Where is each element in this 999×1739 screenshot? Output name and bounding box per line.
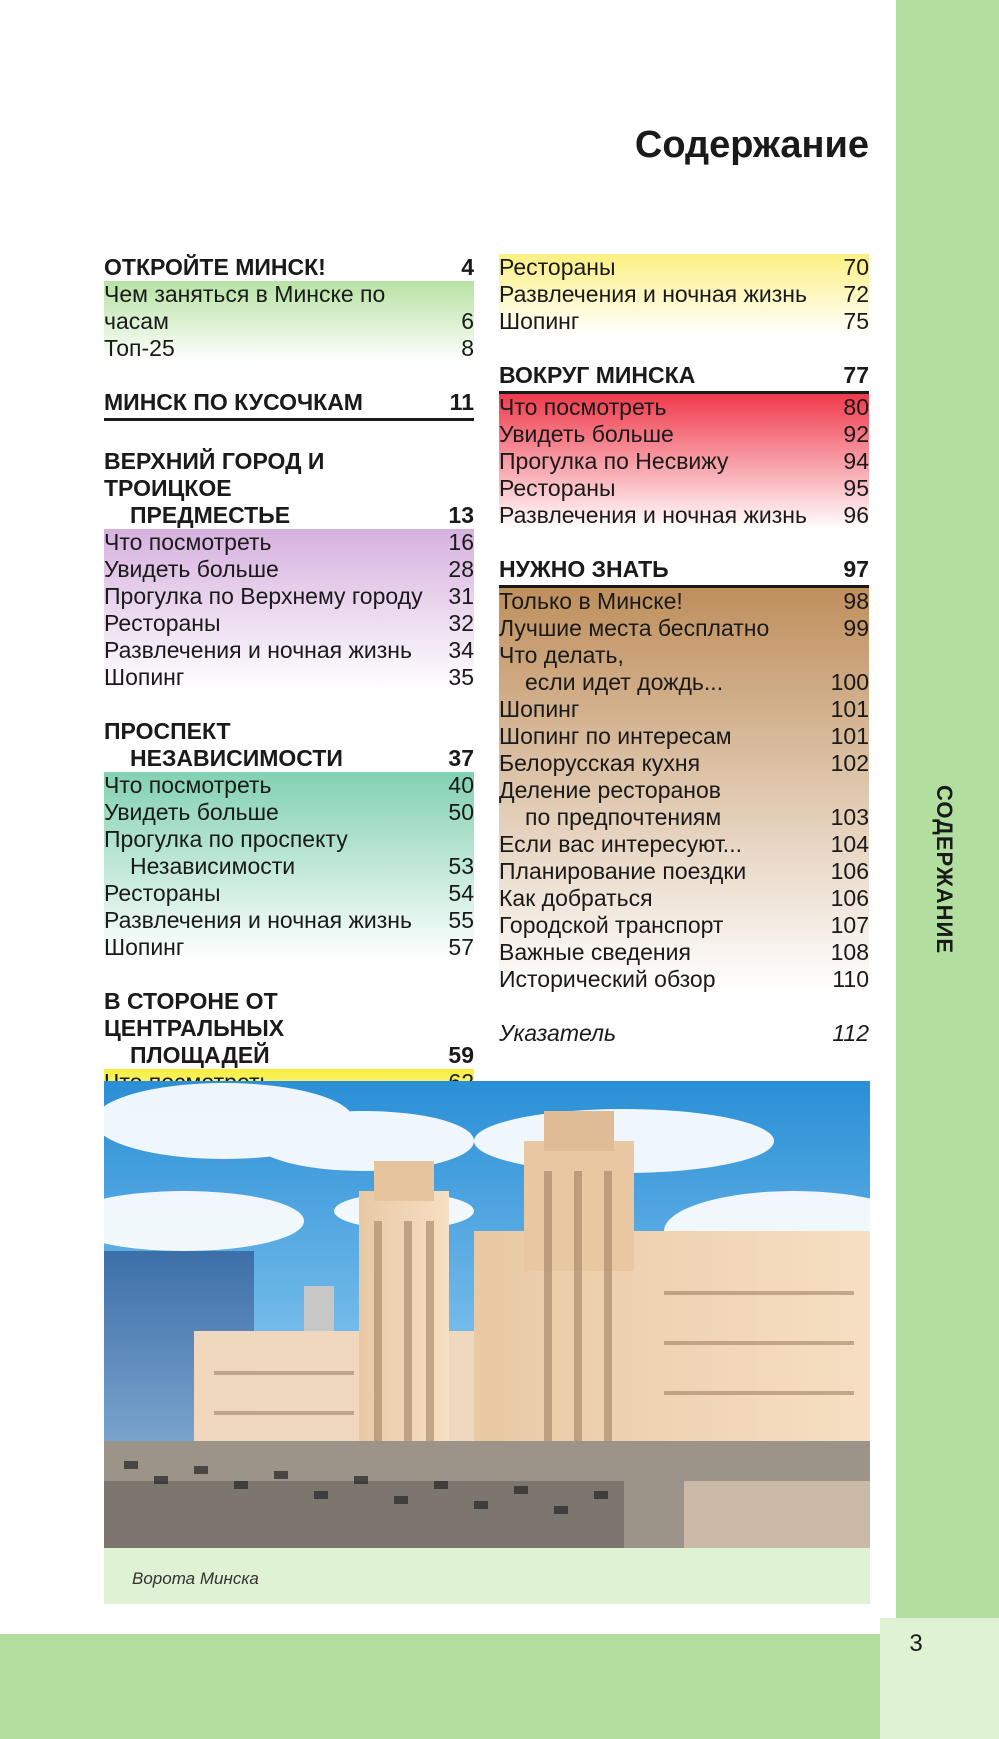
toc-entry[interactable]	[104, 772, 474, 799]
photo-minsk-gates	[104, 1081, 870, 1548]
page-number: 3	[909, 1630, 923, 1657]
entry-line: Рестораны	[104, 610, 221, 636]
toc-entry-title	[104, 934, 184, 961]
toc-entry-page-number: 31	[448, 583, 474, 609]
section-gap	[104, 691, 474, 718]
toc-entry-page-number: 92	[843, 421, 869, 447]
toc-entry[interactable]	[499, 588, 869, 615]
heading-line: ПРЕДМЕСТЬЕ	[130, 502, 291, 528]
toc-entry-page-number: 80	[843, 394, 869, 420]
section-page-number: 37	[448, 745, 474, 771]
entry-line: Что посмотреть	[104, 772, 272, 798]
toc-entry-page-number: 104	[830, 831, 869, 857]
section-heading[interactable]	[104, 254, 474, 281]
toc-entry-title	[499, 588, 683, 615]
section-gap	[499, 993, 869, 1020]
entry-line: Шопинг	[499, 696, 580, 722]
entry-line: Городской транспорт	[499, 912, 724, 938]
toc-entry-title	[104, 664, 184, 691]
toc-entry[interactable]	[499, 642, 869, 696]
section-page-number: 11	[449, 389, 474, 415]
toc-entry-title	[499, 615, 769, 642]
toc-section	[499, 1020, 869, 1047]
toc-entry[interactable]	[104, 664, 474, 691]
entry-line: Важные сведения	[499, 939, 691, 965]
entry-line: Лучшие места бесплатно	[499, 615, 770, 641]
section-heading[interactable]	[104, 988, 474, 1069]
toc-entry[interactable]	[499, 1020, 869, 1047]
entry-line: Шопинг	[104, 664, 185, 690]
entry-line: Развлечения и ночная жизнь	[499, 502, 807, 528]
toc-entry[interactable]	[499, 750, 869, 777]
toc-entry-page-number: 35	[448, 664, 474, 690]
entry-line: Шопинг	[499, 308, 580, 334]
entry-line: Прогулка по проспекту	[104, 826, 348, 852]
toc-entry[interactable]	[104, 529, 474, 556]
section-heading-title	[104, 389, 363, 416]
toc-entry-title	[499, 308, 579, 335]
toc-entry-title	[499, 966, 716, 993]
toc-entry-title	[104, 281, 434, 335]
toc-entry[interactable]	[104, 335, 474, 362]
toc-entry-title	[104, 529, 272, 556]
section-page-number: 13	[448, 502, 474, 528]
toc-entry[interactable]	[104, 934, 474, 961]
section-heading[interactable]	[104, 718, 474, 772]
toc-entry-title	[499, 777, 721, 831]
entry-line: Увидеть больше	[104, 556, 279, 582]
entry-line: Развлечения и ночная жизнь	[104, 907, 412, 933]
toc-entry-page-number: 8	[461, 335, 474, 361]
toc-entry-title	[499, 912, 723, 939]
photo-caption: Ворота Минска	[132, 1569, 259, 1588]
section-page-number: 59	[448, 1042, 474, 1068]
section-heading-title	[104, 448, 440, 529]
toc-entry-title	[104, 880, 221, 907]
toc-entry[interactable]	[499, 966, 869, 993]
toc-entry[interactable]	[499, 475, 869, 502]
toc-entry-title	[104, 556, 279, 583]
entry-line: Что посмотреть	[499, 394, 667, 420]
entry-line: Развлечения и ночная жизнь	[104, 637, 412, 663]
section-gap	[499, 529, 869, 556]
toc-entry-page-number: 57	[448, 934, 474, 960]
toc-entry-title	[104, 907, 412, 934]
entry-line: Прогулка по Верхнему городу	[104, 583, 423, 609]
toc-entry-page-number: 72	[843, 281, 869, 307]
section-heading[interactable]	[499, 556, 869, 588]
toc-entry-page-number: 100	[830, 669, 869, 695]
entry-line: Прогулка по Несвижу	[499, 448, 729, 474]
section-page-number: 77	[843, 362, 869, 388]
toc-section	[104, 254, 474, 362]
toc-entry[interactable]	[499, 502, 869, 529]
toc-section	[499, 556, 869, 993]
toc-entry-page-number: 70	[843, 254, 869, 280]
toc-entry-title	[499, 885, 653, 912]
toc-entry-page-number: 101	[830, 696, 869, 722]
toc-entry-page-number: 110	[832, 966, 869, 992]
entry-line: Если вас интересуют...	[499, 831, 742, 857]
section-items	[104, 281, 474, 362]
toc-entry-title	[104, 826, 348, 880]
side-section-label: СОДЕРЖАНИЕ	[932, 785, 957, 955]
toc-entry-title	[104, 637, 412, 664]
toc-entry-title	[499, 696, 579, 723]
section-heading[interactable]	[104, 389, 474, 421]
entry-line: Исторический обзор	[499, 966, 716, 992]
toc-entry-title	[499, 939, 691, 966]
entry-line: Как добраться	[499, 885, 653, 911]
toc-entry[interactable]	[104, 826, 474, 880]
entry-line: Только в Минске!	[499, 588, 683, 614]
toc-entry[interactable]	[499, 723, 869, 750]
toc-entry[interactable]	[104, 637, 474, 664]
toc-entry-page-number: 28	[448, 556, 474, 582]
entry-line: по предпочтениям	[525, 804, 722, 830]
toc-entry-title	[499, 642, 723, 696]
toc-entry-title	[104, 583, 423, 610]
entry-line: Чем заняться в Минске по часам	[104, 281, 386, 334]
section-heading-title	[499, 362, 695, 389]
heading-line: В СТОРОНЕ ОТ ЦЕНТРАЛЬНЫХ	[104, 988, 285, 1041]
toc-entry-title	[104, 610, 221, 637]
toc-entry-page-number: 98	[843, 588, 869, 614]
toc-entry-title	[499, 502, 807, 529]
toc-entry[interactable]	[499, 615, 869, 642]
toc-entry-title	[104, 335, 175, 362]
toc-entry-title	[499, 831, 742, 858]
section-gap	[104, 961, 474, 988]
section-items	[499, 254, 869, 335]
section-items	[499, 588, 869, 993]
section-heading[interactable]	[499, 362, 869, 394]
section-heading-title	[499, 556, 669, 583]
entry-line: Деление ресторанов	[499, 777, 721, 803]
entry-line: Независимости	[130, 853, 296, 879]
toc-entry[interactable]	[104, 610, 474, 637]
toc-entry-page-number: 53	[448, 853, 474, 879]
section-items	[499, 394, 869, 529]
toc-right-column	[499, 254, 869, 1047]
entry-line: Рестораны	[499, 254, 616, 280]
toc-entry[interactable]	[499, 939, 869, 966]
toc-entry-title	[499, 254, 616, 281]
toc-entry-page-number: 50	[448, 799, 474, 825]
toc-entry-title	[499, 1020, 616, 1047]
toc-entry-page-number: 34	[448, 637, 474, 663]
toc-entry-page-number: 40	[448, 772, 474, 798]
toc-entry-title	[499, 858, 746, 885]
toc-entry-page-number: 107	[830, 912, 869, 938]
section-items	[104, 772, 474, 961]
entry-line: Что делать,	[499, 642, 624, 668]
toc-entry[interactable]	[499, 696, 869, 723]
toc-entry-title	[499, 281, 807, 308]
heading-line: МИНСК ПО КУСОЧКАМ	[104, 389, 363, 415]
entry-line: Увидеть больше	[499, 421, 674, 447]
section-page-number: 4	[461, 254, 474, 280]
toc-entry[interactable]	[499, 912, 869, 939]
toc-entry-title	[499, 475, 616, 502]
toc-entry[interactable]	[499, 885, 869, 912]
toc-entry-page-number: 112	[832, 1020, 869, 1046]
toc-entry[interactable]	[499, 858, 869, 885]
toc-entry[interactable]	[104, 583, 474, 610]
toc-entry[interactable]	[104, 880, 474, 907]
heading-line: ВОКРУГ МИНСКА	[499, 362, 696, 388]
heading-line: ПРОСПЕКТ	[104, 718, 231, 744]
toc-entry-title	[499, 394, 667, 421]
entry-line: Увидеть больше	[104, 799, 279, 825]
toc-entry-page-number: 103	[830, 804, 869, 830]
section-gap	[104, 421, 474, 448]
toc-entry-page-number: 75	[843, 308, 869, 334]
toc-entry[interactable]	[499, 421, 869, 448]
section-gap	[104, 362, 474, 389]
toc-entry-page-number: 6	[461, 308, 474, 334]
toc-entry[interactable]	[499, 831, 869, 858]
entry-line: Указатель	[499, 1020, 617, 1046]
toc-entry-title	[499, 723, 732, 750]
heading-line: НЕЗАВИСИМОСТИ	[130, 745, 343, 771]
section-heading-title	[104, 718, 343, 772]
toc-entry-page-number: 99	[843, 615, 869, 641]
toc-entry[interactable]	[499, 777, 869, 831]
toc-entry-page-number: 32	[448, 610, 474, 636]
heading-line: ОТКРОЙТЕ МИНСК!	[104, 254, 326, 280]
entry-line: Шопинг	[104, 934, 185, 960]
section-items	[499, 1020, 869, 1047]
toc-entry-title	[104, 799, 279, 826]
toc-entry-title	[499, 421, 674, 448]
toc-entry-page-number: 54	[448, 880, 474, 906]
toc-entry-title	[499, 750, 700, 777]
toc-entry[interactable]	[104, 799, 474, 826]
heading-line: НУЖНО ЗНАТЬ	[499, 556, 669, 582]
toc-entry-page-number: 108	[830, 939, 869, 965]
heading-line: ПЛОЩАДЕЙ	[130, 1042, 270, 1068]
entry-line: Белорусская кухня	[499, 750, 701, 776]
entry-line: если идет дождь...	[525, 669, 724, 695]
toc-entry-page-number: 16	[448, 529, 474, 555]
toc-entry-page-number: 55	[448, 907, 474, 933]
toc-entry-page-number: 96	[843, 502, 869, 528]
toc-entry-title	[499, 448, 728, 475]
section-heading-title	[104, 254, 326, 281]
toc-entry[interactable]	[499, 254, 869, 281]
entry-line: Топ-25	[104, 335, 175, 361]
entry-line: Планирование поездки	[499, 858, 747, 884]
toc-entry[interactable]	[499, 281, 869, 308]
section-items	[104, 529, 474, 691]
toc-section	[104, 448, 474, 691]
toc-entry[interactable]	[499, 308, 869, 335]
entry-line: Развлечения и ночная жизнь	[499, 281, 807, 307]
toc-section	[104, 389, 474, 421]
page-title: Содержание	[634, 124, 869, 166]
toc-entry[interactable]	[499, 394, 869, 421]
toc-section	[499, 362, 869, 529]
toc-section	[499, 254, 869, 335]
toc-entry[interactable]	[104, 281, 474, 335]
section-heading[interactable]	[104, 448, 474, 529]
entry-line: Рестораны	[499, 475, 616, 501]
toc-entry-page-number: 95	[843, 475, 869, 501]
entry-line: Шопинг по интересам	[499, 723, 732, 749]
heading-line: ВЕРХНИЙ ГОРОД И ТРОИЦКОЕ	[104, 448, 325, 501]
bottom-color-strip	[0, 1634, 999, 1739]
entry-line: Рестораны	[104, 880, 221, 906]
entry-line: Что посмотреть	[104, 529, 272, 555]
toc-entry-page-number: 106	[830, 885, 869, 911]
toc-entry[interactable]	[104, 556, 474, 583]
toc-entry-page-number: 102	[830, 750, 869, 776]
toc-entry[interactable]	[499, 448, 869, 475]
section-heading-title	[104, 988, 440, 1069]
section-page-number: 97	[843, 556, 869, 582]
toc-entry-page-number: 106	[830, 858, 869, 884]
toc-left-column	[104, 254, 474, 1123]
section-gap	[499, 335, 869, 362]
toc-entry-title	[104, 772, 272, 799]
toc-entry[interactable]	[104, 907, 474, 934]
toc-entry-page-number: 94	[843, 448, 869, 474]
toc-section	[104, 718, 474, 961]
toc-entry-page-number: 101	[830, 723, 869, 749]
